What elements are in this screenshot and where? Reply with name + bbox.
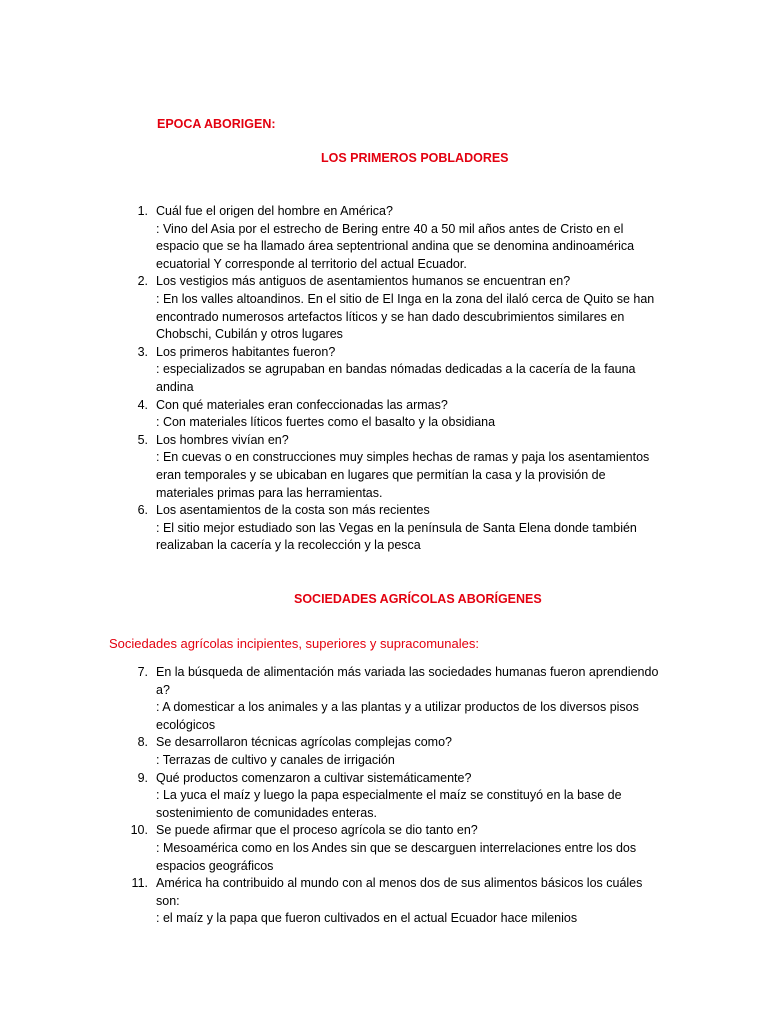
- question-number: 1.: [137, 204, 148, 218]
- question-text: Los vestigios más antiguos de asentamientos humanos se encuentran en?: [156, 274, 571, 289]
- epoca-heading: EPOCA ABORIGEN:: [157, 117, 276, 131]
- answer-text: : el maíz y la papa que fueron cultivados en el actual Ecuador hace milenios: [156, 911, 578, 926]
- question-number: 4.: [137, 397, 148, 412]
- primeros-pobladores-heading: LOS PRIMEROS POBLADORES: [321, 151, 509, 165]
- question-item: [120, 344, 660, 397]
- answer-text: : El sitio mejor estudiado son las Vegas en la península de Santa Elena donde también realizaban la cacería y la recolección y la pesca: [156, 520, 637, 553]
- question-text: América ha contribuido al mundo con al menos dos de sus alimentos básicos los cuáles son:: [156, 876, 643, 908]
- question-text: Cuál fue el origen del hombre en América?: [156, 204, 393, 218]
- answer-text: : Con materiales líticos fuertes como el basalto y la obsidiana: [156, 415, 496, 430]
- question-number: 9.: [137, 770, 148, 785]
- answer-text: : especializados se agrupaban en bandas nómadas dedicadas a la cacería de la fauna andina: [156, 362, 636, 394]
- question-item: [120, 734, 660, 769]
- question-item: [120, 432, 660, 502]
- answer-text: : En cuevas o en construcciones muy simples hechas de ramas y paja los asentamientos eran temporales y se ubicaban en lugares que permitían la casa y la provisión de materiales primas para las herramientas.: [156, 450, 650, 500]
- question-text: En la búsqueda de alimentación más variada las sociedades humanas fueron aprendiendo a?: [156, 665, 659, 697]
- question-text: Se desarrollaron técnicas agrícolas complejas como?: [156, 735, 452, 750]
- question-text: Los asentamientos de la costa son más recientes: [156, 503, 430, 518]
- answer-text: : Vino del Asia por el estrecho de Bering entre 40 a 50 mil años antes de Cristo en el espacio que se ha llamado área septentrional andina que se denomina andinoamérica ecuatorial Y corresponde al territorio del actual Ecuador.: [156, 221, 635, 271]
- question-text: Los hombres vivían en?: [156, 432, 289, 447]
- question-number: 6.: [137, 503, 148, 518]
- question-item: [120, 770, 660, 823]
- question-number: 10.: [130, 823, 148, 838]
- question-item: [120, 875, 660, 928]
- question-number: 5.: [137, 432, 148, 447]
- sociedades-subtitle: Sociedades agrícolas incipientes, superiores y supracomunales:: [109, 636, 479, 651]
- question-number: 3.: [137, 344, 148, 359]
- question-item: [120, 397, 660, 432]
- sociedades-heading: SOCIEDADES AGRÍCOLAS ABORÍGENES: [294, 592, 542, 606]
- question-number: 8.: [137, 735, 148, 750]
- question-item: [120, 502, 660, 555]
- question-text: Se puede afirmar que el proceso agrícola se dio tanto en?: [156, 823, 478, 838]
- answer-text: : Terrazas de cultivo y canales de irrigación: [156, 752, 395, 767]
- question-number: 11.: [131, 876, 148, 891]
- question-item: [120, 203, 660, 273]
- answer-text: : A domesticar a los animales y a las plantas y a utilizar productos de los diversos pisos ecológicos: [156, 700, 639, 732]
- answer-text: : En los valles altoandinos. En el sitio de El Inga en la zona del ilaló cerca de Quito se han encontrado numerosos artefactos líticos y se han dado descubrimientos similares en Chobschi, Cubilán y otros lugares: [156, 291, 655, 342]
- answer-text: : La yuca el maíz y luego la papa especialmente el maíz se constituyó en la base de sostenimiento de comunidades enteras.: [156, 788, 622, 820]
- question-text: Qué productos comenzaron a cultivar sistemáticamente?: [156, 770, 472, 785]
- question-number: 2.: [137, 274, 148, 289]
- question-item: [120, 273, 660, 343]
- question-number: 7.: [137, 665, 148, 679]
- question-item: [120, 822, 660, 875]
- question-list-2: [120, 664, 660, 928]
- answer-text: : Mesoamérica como en los Andes sin que se descarguen interrelaciones entre los dos espacios geográficos: [156, 840, 637, 873]
- question-text: Los primeros habitantes fueron?: [156, 344, 336, 359]
- question-item: [120, 664, 660, 734]
- question-list-1: [120, 203, 660, 555]
- question-text: Con qué materiales eran confeccionadas las armas?: [156, 397, 448, 412]
